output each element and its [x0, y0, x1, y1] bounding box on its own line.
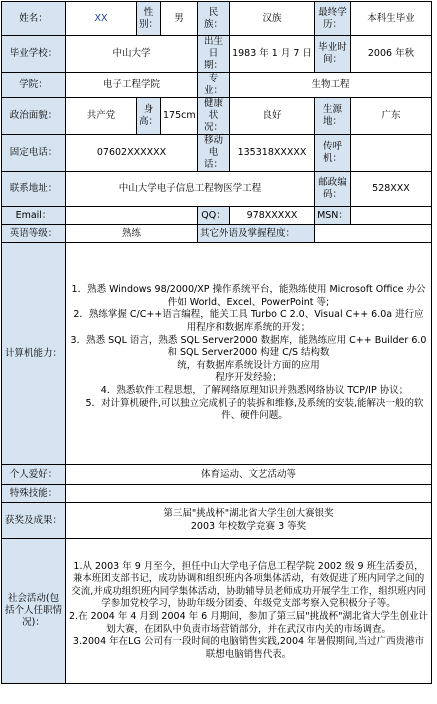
health-value[interactable]: 良好 [230, 98, 315, 135]
computer-line: 统，有数据库系统设计方面的应用 [177, 359, 320, 371]
height-label: 身高： [137, 98, 161, 135]
qq-value[interactable]: 978XXXXX [230, 207, 315, 225]
fax-value[interactable] [351, 135, 432, 172]
ethnicity-label: 民族： [198, 2, 230, 36]
college-label: 学院： [2, 73, 66, 98]
education-value[interactable]: 本科生毕业 [351, 2, 432, 36]
computer-line: 件如 World、Excel、PowerPoint 等; [167, 296, 330, 308]
english-label: 英语等级： [2, 225, 66, 243]
qq-label: QQ： [198, 207, 230, 225]
grad-time-label: 毕业时间： [315, 36, 351, 73]
computer-line: 1．熟悉 Windows 98/2000/XP 操作系统平台，能熟练使用 Microsoft Office 办公 [71, 284, 426, 296]
awards-list[interactable] [66, 503, 432, 539]
phone-label: 固定电话： [2, 135, 66, 172]
social-activities[interactable] [66, 539, 432, 684]
social-item: 1.从 2003 年 9 月至今，担任中山大学电子信息工程学院 2002 级 9 班生活委员，兼本班团支部书记，成功协调和组织班内各项集体活动，有效促进了班内同学之间的交流,并成功组织班内同学集体活动，协助辅导员老师成功开展学生工作，组织班内同学参加党校学习，协助年级分团委、年级党支部考察入党积极分子等。 [71, 560, 426, 610]
email-label: Email： [2, 207, 66, 225]
political-value[interactable]: 共产党 [66, 98, 137, 135]
resume-form [1, 1, 431, 684]
other-lang-label: 其它外语及掌握程度： [198, 225, 315, 243]
height-value[interactable]: 175cm [161, 98, 198, 135]
gender-label: 性别： [137, 2, 161, 36]
political-label: 政治面貌： [2, 98, 66, 135]
social-item: 3.2004 年在LG 公司有一段时间的电脑销售实践,2004 年暑假期间,当过广西贵港市联想电脑销售代表。 [72, 636, 425, 660]
awards-label: 获奖及成果： [2, 503, 66, 539]
zip-label: 邮政编码： [315, 172, 351, 207]
msn-value[interactable] [351, 207, 432, 225]
name-label: 姓名： [2, 2, 66, 36]
award-item: 第三届"挑战杯"湖北省大学生创大赛银奖 [163, 507, 334, 519]
hobby-label: 个人爱好： [2, 465, 66, 485]
computer-skills[interactable] [66, 243, 432, 465]
mobile-value[interactable]: 135318XXXXX [230, 135, 315, 172]
social-item: 2.在 2004 年 4 月到 2004 年 6 月期间，参加了第三届"挑战杯"湖北省大学生创业计划大赛，在团队中负责市场营销部分，并在武汉市内关的市场调查。 [69, 611, 428, 635]
email-value[interactable] [66, 207, 198, 225]
education-label: 最终学历： [315, 2, 351, 36]
computer-line: 5．对计算机硬件,可以独立完成机子的装拆和维修,及系统的安装,能解决一般的软件、硬件问题。 [85, 397, 424, 422]
computer-line: 4．熟悉软件工程思想，了解网络原理知识并熟悉网络协议 TCP/IP 协议； [100, 384, 409, 396]
major-label: 专业： [198, 73, 230, 98]
school-label: 毕业学校： [2, 36, 66, 73]
address-value[interactable]: 中山大学电子信息工程物医学工程 [66, 172, 315, 207]
msn-label: MSN： [315, 207, 351, 225]
award-item: 2003 年校数学竞赛 3 等奖 [190, 520, 307, 532]
english-value[interactable]: 熟练 [66, 225, 198, 243]
origin-value[interactable]: 广东 [351, 98, 432, 135]
social-label: 社会活动(包括个人任职情况)： [2, 539, 66, 684]
origin-label: 生源地： [315, 98, 351, 135]
skills-label: 特殊技能： [2, 485, 66, 503]
name-value[interactable]: XX [66, 2, 137, 36]
gender-value[interactable]: 男 [161, 2, 198, 36]
birth-value[interactable]: 1983 年 1 月 7 日 [230, 36, 315, 73]
college-value[interactable]: 电子工程学院 [66, 73, 198, 98]
hobby-value[interactable]: 体育运动、文艺活动等 [66, 465, 432, 485]
zip-value[interactable]: 528XXX [351, 172, 432, 207]
address-label: 联系地址： [2, 172, 66, 207]
health-label: 健康状况： [198, 98, 230, 135]
mobile-label: 移动电话： [198, 135, 230, 172]
computer-line: 3．熟悉 SQL 语言，熟悉 SQL Server2000 数据库，能熟练应用 C++ Builder 6.0 [70, 334, 427, 346]
computer-label: 计算机能力： [2, 243, 66, 465]
computer-line: 2．熟练掌握 C/C++语言编程，能关工具 Turbo C 2.0、Visual C++ 6.0a 进行应用程序和数据库系统的开发； [73, 309, 424, 334]
grad-time-value[interactable]: 2006 年秋 [351, 36, 432, 73]
computer-line: 和 SQL Server2000 构建 C/S 结构数 [167, 347, 330, 359]
fax-label: 传呼机： [315, 135, 351, 172]
birth-label: 出生日期： [198, 36, 230, 73]
phone-value[interactable]: 07602XXXXXX [66, 135, 198, 172]
other-lang-value[interactable] [315, 225, 432, 243]
school-value[interactable]: 中山大学 [66, 36, 198, 73]
skills-value[interactable] [66, 485, 432, 503]
major-value[interactable]: 生物工程 [230, 73, 432, 98]
computer-line: 程序开发经验； [215, 372, 282, 384]
ethnicity-value[interactable]: 汉族 [230, 2, 315, 36]
